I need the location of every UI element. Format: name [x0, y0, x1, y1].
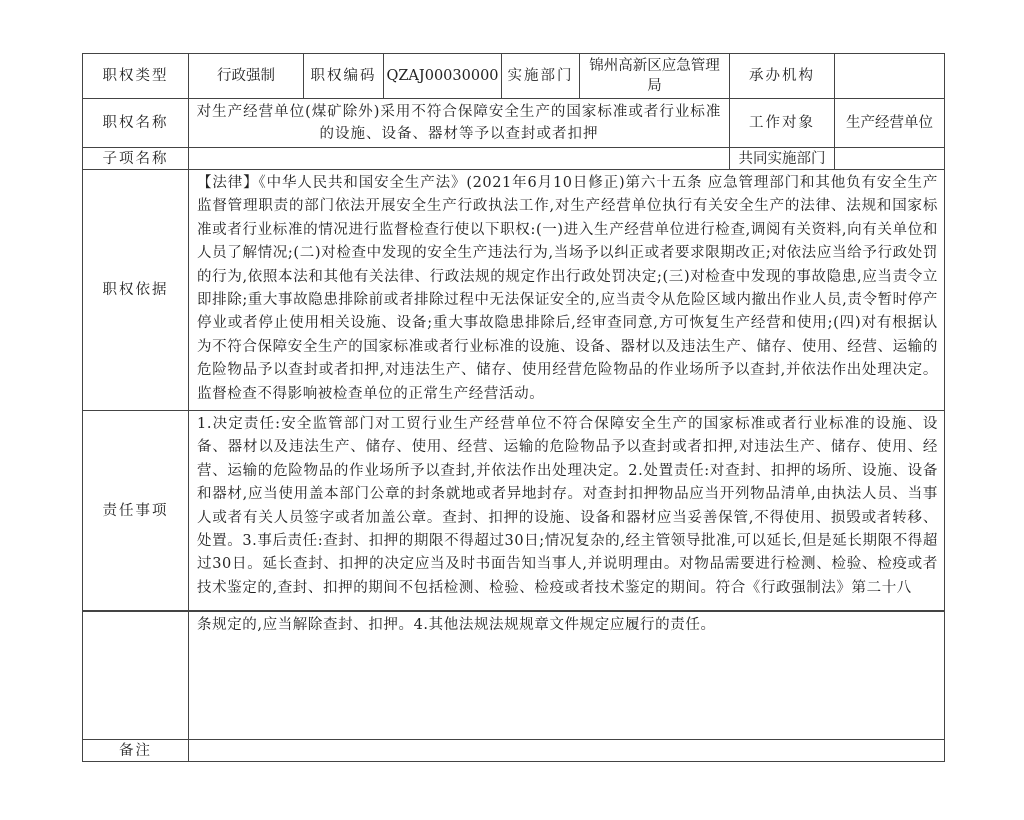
label-handling-agency: 承办机构: [730, 54, 835, 99]
implementing-dept-value: 锦州高新区应急管理局: [580, 54, 730, 99]
sub-item-name-value: [189, 148, 730, 170]
label-remarks: 备注: [83, 740, 189, 762]
label-authority-basis: 职权依据: [83, 170, 189, 411]
remarks-value: [189, 740, 945, 762]
continuation-label-cell: [83, 612, 189, 740]
label-sub-item-name: 子项名称: [83, 148, 189, 170]
label-work-target: 工作对象: [730, 99, 835, 148]
joint-dept-value: [835, 148, 945, 170]
label-authority-name: 职权名称: [83, 99, 189, 148]
label-responsibility: 责任事项: [83, 411, 189, 611]
label-implementing-dept: 实施部门: [502, 54, 580, 99]
handling-agency-value: [835, 54, 945, 99]
responsibility-continued-text: 条规定的,应当解除查封、扣押。4.其他法规法规规章文件规定应履行的责任。: [189, 612, 945, 740]
authority-code-value: QZAJ00030000: [384, 54, 502, 99]
work-target-value: 生产经营单位: [835, 99, 945, 148]
continuation-table: [82, 611, 945, 762]
authority-type-value: 行政强制: [189, 54, 304, 99]
responsibility-text: 1.决定责任:安全监管部门对工贸行业生产经营单位不符合保障安全生产的国家标准或者行业标准的设施、设备、器材以及违法生产、储存、使用、经营、运输的危险物品予以查封或者扣押,对违法生产、储存、使用、经营、运输的危险物品的作业场所予以查封,并依法作出处理决定。2.处置责任:对查封、扣押的场所、设施、设备和器材,应当使用盖本部门公章的封条就地或者异地封存。对查封扣押物品应当开列物品清单,由执法人员、当事人或者有关人员签字或者加盖公章。查封、扣押的设施、设备和器材应当妥善保管,不得使用、损毁或者转移、处置。3.事后责任:查封、扣押的期限不得超过30日;情况复杂的,经主管领导批准,可以延长,但是延长期限不得超过30日。延长查封、扣押的决定应当及时书面告知当事人,并说明理由。对物品需要进行检测、检验、检疫或者技术鉴定的,查封、扣押的期间不包括检测、检验、检疫或者技术鉴定的期间。符合《行政强制法》第二十八: [189, 411, 945, 611]
label-joint-dept: 共同实施部门: [730, 148, 835, 170]
label-authority-type: 职权类型: [83, 54, 189, 99]
authority-basis-text: 【法律】《中华人民共和国安全生产法》(2021年6月10日修正)第六十五条 应急管理部门和其他负有安全生产监督管理职责的部门依法开展安全生产行政执法工作,对生产经营单位执行有关安全生产的法律、法规和国家标准或者行业标准的情况进行监督检查行使以下职权:(一)进入生产经营单位进行检查,调阅有关资料,向有关单位和人员了解情况;(二)对检查中发现的安全生产违法行为,当场予以纠正或者要求限期改正;对依法应当给予行政处罚的行为,依照本法和其他有关法律、行政法规的规定作出行政处罚决定;(三)对检查中发现的事故隐患,应当责令立即排除;重大事故隐患排除前或者排除过程中无法保证安全的,应当责令从危险区域内撤出作业人员,责令暂时停产停业或者停止使用相关设施、设备;重大事故隐患排除后,经审查同意,方可恢复生产经营和使用;(四)对有根据认为不符合保障安全生产的国家标准或者行业标准的设施、设备、器材以及违法生产、储存、使用、经营、运输的危险物品予以查封或者扣押,对违法生产、储存、使用经营危险物品的作业场所予以查封,并依法作出处理决定。监督检查不得影响被检查单位的正常生产经营活动。: [189, 170, 945, 411]
label-authority-code: 职权编码: [304, 54, 384, 99]
authority-name-value: 对生产经营单位(煤矿除外)采用不符合保障安全生产的国家标准或者行业标准的设施、设备、器材等予以查封或者扣押: [189, 99, 730, 148]
authority-table: [82, 53, 945, 611]
